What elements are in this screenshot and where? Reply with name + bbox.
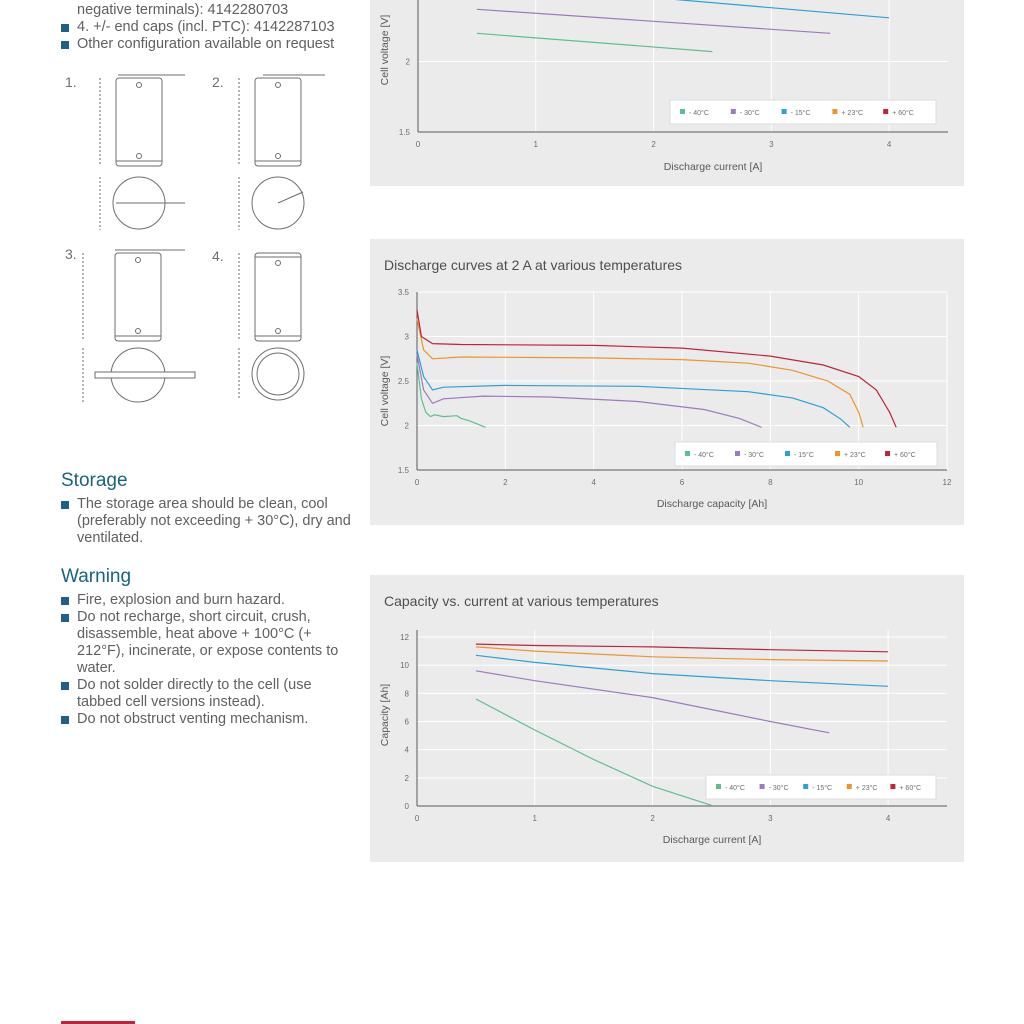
y-tick-label: 3: [404, 332, 409, 342]
list-item: [61, 609, 351, 677]
legend-swatch: [716, 784, 721, 789]
x-tick-label: 0: [414, 814, 420, 823]
bullet-square-icon: [61, 682, 69, 690]
legend-label: + 60°C: [899, 785, 922, 792]
legend-swatch: [735, 451, 740, 456]
legend-swatch: [680, 109, 685, 114]
legend-swatch: [890, 784, 895, 789]
list-item-text: negative terminals): 4142280703: [77, 2, 289, 18]
list-item: [61, 592, 351, 609]
series-line: [417, 319, 863, 428]
chart-discharge-curves: [370, 239, 964, 525]
x-tick-label: 1: [533, 140, 539, 149]
legend-swatch: [885, 451, 890, 456]
bullet-square-icon: [61, 501, 69, 509]
list-item: [61, 711, 351, 728]
cell-drawing-1: [80, 70, 200, 235]
storage-list: [61, 496, 351, 547]
bullet-square-icon: [61, 614, 69, 622]
y-tick-label: 0: [404, 802, 409, 811]
list-item: [61, 496, 351, 547]
x-tick-label: 4: [885, 814, 891, 823]
legend-swatch: [847, 784, 852, 789]
cell-drawing-4: [225, 243, 350, 408]
legend-swatch: [803, 784, 808, 789]
series-line: [476, 647, 888, 661]
list-item: [61, 36, 335, 53]
list-item: [61, 19, 335, 36]
warning-list: [61, 592, 351, 728]
chart-voltage-vs-current: [370, 0, 964, 186]
legend-label: + 60°C: [892, 110, 914, 117]
x-tick-label: 2: [651, 140, 656, 149]
drawing-label-3: 3.: [65, 246, 77, 262]
y-tick-label: 2: [405, 57, 410, 67]
list-item: [61, 677, 351, 711]
legend-swatch: [685, 451, 690, 456]
y-tick-label: 1.5: [398, 128, 410, 137]
x-axis-label: Discharge capacity [Ah]: [656, 498, 768, 510]
legend-label: + 23°C: [844, 452, 866, 459]
connection-list: [61, 2, 335, 53]
legend-swatch: [760, 784, 765, 789]
series-line: [477, 0, 889, 18]
legend-swatch: [832, 109, 837, 114]
y-tick-label: 6: [404, 717, 409, 727]
y-tick-label: 4: [404, 745, 409, 755]
list-item-text: Do not recharge, short circuit, crush, disassemble, heat above + 100°C (+ 212°F), incinerate, or expose contents to water.: [77, 609, 339, 676]
x-tick-label: 10: [854, 478, 864, 487]
series-line: [477, 33, 713, 51]
drawing-label-1: 1.: [65, 74, 77, 90]
legend-swatch: [785, 451, 790, 456]
y-tick-label: 2.5: [397, 377, 409, 386]
legend-label: - 15°C: [812, 785, 833, 792]
x-tick-label: 1: [532, 814, 538, 823]
y-tick-label: 3.5: [397, 288, 409, 297]
legend-label: - 30°C: [739, 110, 760, 117]
list-item-text: Other configuration available on request: [77, 36, 335, 52]
warning-section: [61, 566, 351, 728]
x-tick-label: 0: [414, 478, 420, 487]
series-line: [417, 310, 896, 428]
x-tick-label: 4: [886, 140, 892, 149]
chart-capacity-vs-current: [370, 575, 964, 862]
legend-swatch: [883, 109, 888, 114]
legend-label: - 15°C: [794, 452, 814, 459]
storage-heading: Storage: [61, 470, 128, 491]
list-item-text: Fire, explosion and burn hazard.: [77, 592, 285, 608]
y-axis-label: Cell voltage [V]: [379, 355, 391, 427]
x-axis-label: Discharge current [A]: [662, 834, 762, 846]
bullet-square-icon: [61, 41, 69, 49]
y-tick-label: 8: [404, 689, 409, 699]
y-tick-label: 12: [400, 633, 409, 643]
chart-title: Capacity vs. current at various temperatures: [384, 593, 659, 609]
legend-label: + 60°C: [894, 452, 916, 459]
x-tick-label: 2: [650, 814, 655, 823]
bullet-square-icon: [61, 716, 69, 724]
storage-section: [61, 470, 351, 547]
legend-label: - 40°C: [725, 785, 745, 792]
legend-swatch: [731, 109, 736, 114]
cell-drawing-3: [75, 243, 200, 408]
list-item-text: The storage area should be clean, cool (preferably not exceeding + 30°C), dry and ventilated.: [77, 496, 351, 546]
y-tick-label: 2: [404, 421, 409, 431]
x-axis-label: Discharge current [A]: [663, 161, 763, 173]
drawing-label-2: 2.: [212, 74, 224, 90]
legend-label: - 40°C: [689, 110, 709, 117]
y-tick-label: 10: [400, 661, 409, 671]
list-item: [61, 2, 335, 19]
legend-label: - 40°C: [694, 452, 714, 459]
legend-label: - 30°C: [744, 452, 764, 459]
bullet-square-icon: [61, 24, 69, 32]
list-item-text: Do not obstruct venting mechanism.: [77, 711, 309, 727]
chart-panel-discharge-curves: [370, 239, 964, 525]
y-tick-label: 2: [404, 773, 409, 783]
chart-panel-voltage-vs-current: [370, 0, 964, 186]
legend-swatch: [835, 451, 840, 456]
legend-label: - 15°C: [790, 110, 811, 117]
x-tick-label: 4: [591, 478, 596, 487]
x-tick-label: 6: [679, 478, 685, 487]
chart-panel-capacity-vs-current: [370, 575, 964, 862]
list-item-text: 4. +/- end caps (incl. PTC): 4142287103: [77, 19, 335, 35]
series-line: [476, 699, 712, 805]
x-tick-label: 0: [415, 140, 421, 149]
drawing-label-4: 4.: [212, 248, 224, 264]
x-tick-label: 3: [769, 140, 774, 149]
series-line: [417, 354, 762, 427]
legend-swatch: [782, 109, 787, 114]
legend-label: + 23°C: [855, 785, 878, 792]
y-tick-label: 1.5: [397, 466, 409, 475]
legend-label: - 30°C: [768, 785, 789, 792]
legend-label: + 23°C: [841, 110, 864, 117]
warning-heading: Warning: [61, 566, 132, 587]
y-axis-label: Capacity [Ah]: [379, 683, 391, 747]
cell-drawing-2: [225, 70, 350, 235]
y-axis-label: Cell voltage [V]: [379, 14, 391, 86]
x-tick-label: 3: [768, 814, 773, 823]
x-tick-label: 12: [942, 478, 952, 487]
series-line: [417, 350, 850, 428]
list-item-text: Do not solder directly to the cell (use tabbed cell versions instead).: [77, 677, 312, 710]
chart-title: Discharge curves at 2 A at various temperatures: [384, 257, 683, 273]
x-tick-label: 8: [768, 478, 773, 487]
bullet-square-icon: [61, 597, 69, 605]
x-tick-label: 2: [503, 478, 508, 487]
